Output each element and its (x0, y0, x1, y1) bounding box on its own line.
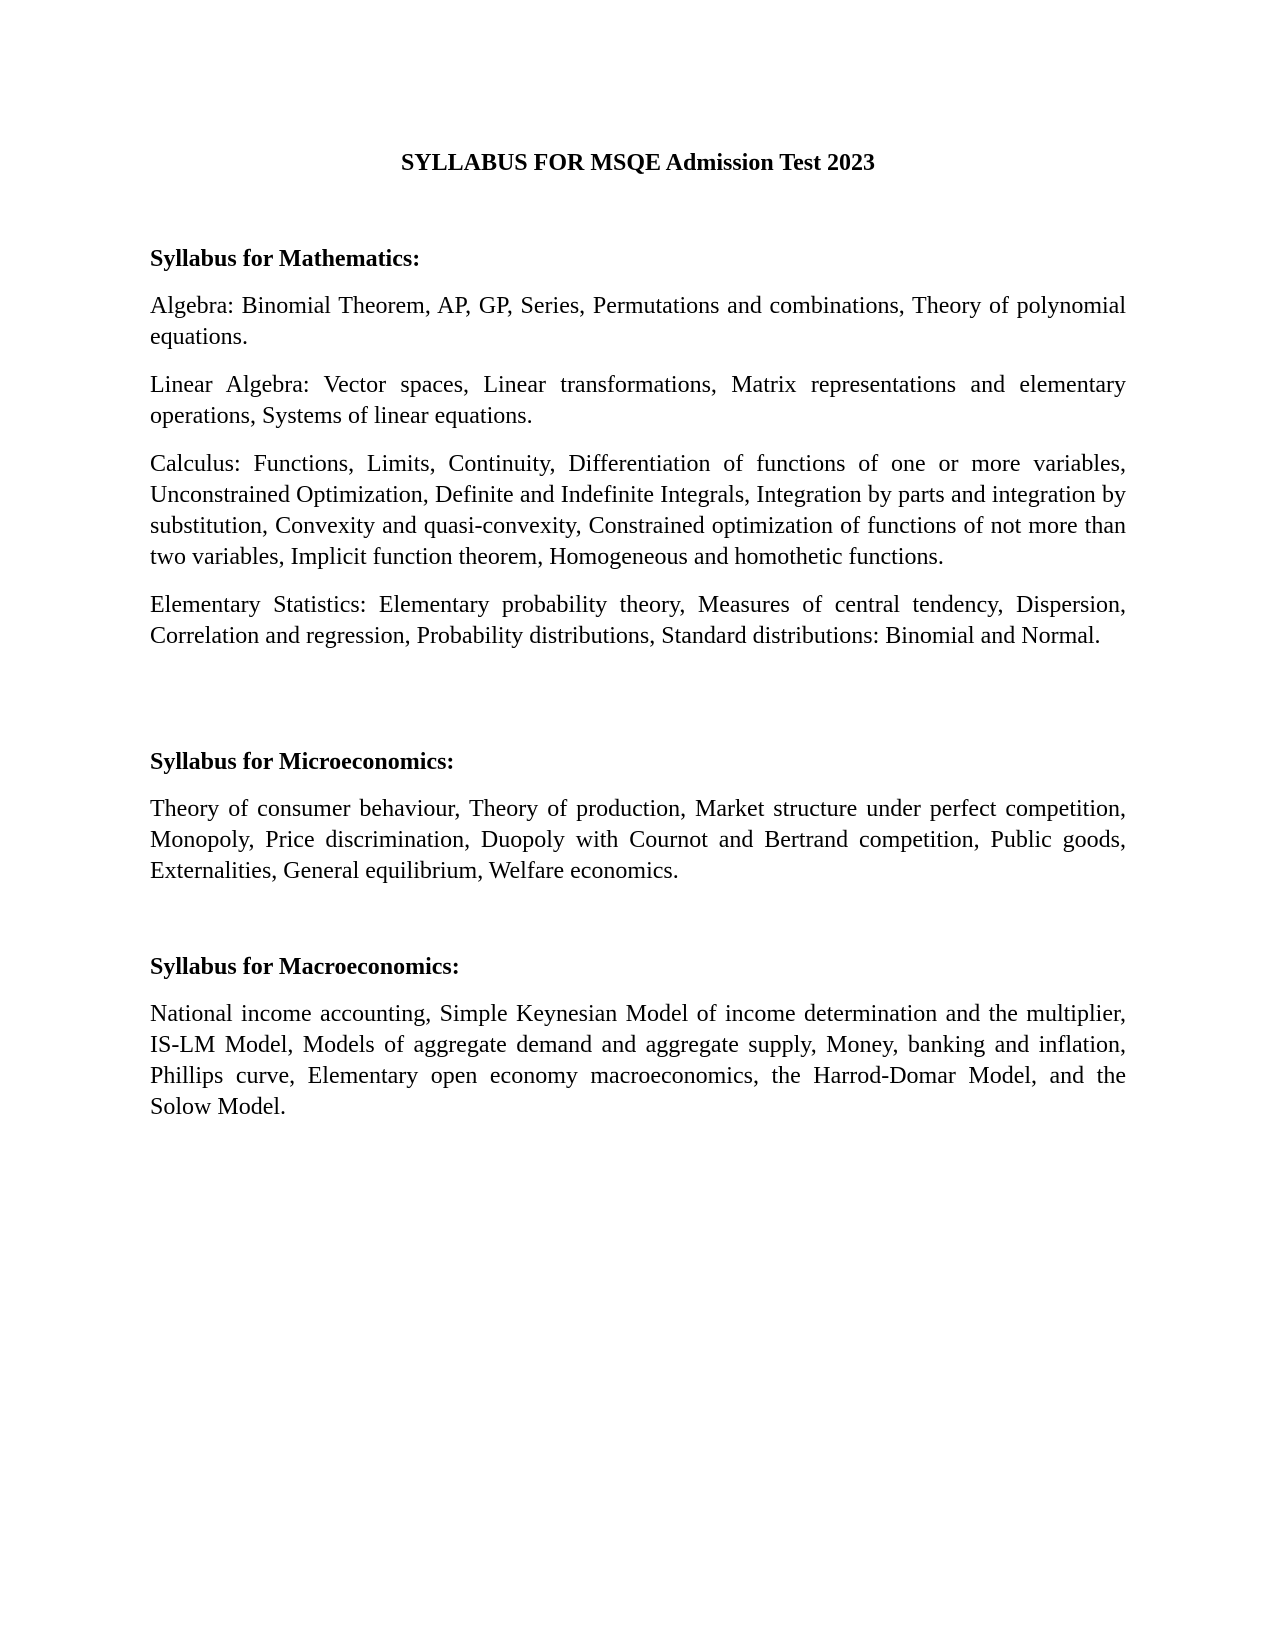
section-mathematics (150, 244, 1126, 669)
paragraph-macroeconomics-topics: National income accounting, Simple Keynesian Model of income determination and the multiplier, IS-LM Model, Models of aggregate demand and aggregate supply, Money, banking and inflation, Phillips curve, Elementary open economy macroeconomics, the Harrod-Domar Model, and the Solow Model. (150, 1001, 1126, 1120)
section-macroeconomics (150, 952, 1126, 1140)
section-heading-mathematics: Syllabus for Mathematics: (150, 246, 421, 272)
paragraph-elementary-statistics: Elementary Statistics: Elementary probability theory, Measures of central tendency, Dispersion, Correlation and regression, Probability distributions, Standard distributions: Binomial and Normal. (150, 592, 1126, 649)
paragraph-linear-algebra: Linear Algebra: Vector spaces, Linear transformations, Matrix representations and elementary operations, Systems of linear equations. (150, 372, 1126, 429)
paragraph-microeconomics-topics: Theory of consumer behaviour, Theory of production, Market structure under perfect competition, Monopoly, Price discrimination, Duopoly with Cournot and Bertrand competition, Public goods, Externalities, General equilibrium, Welfare economics. (150, 796, 1126, 884)
section-microeconomics (150, 747, 1126, 904)
section-heading-microeconomics: Syllabus for Microeconomics: (150, 749, 455, 775)
paragraph-calculus: Calculus: Functions, Limits, Continuity, Differentiation of functions of one or more variables, Unconstrained Optimization, Definite and Indefinite Integrals, Integration by parts and integration by substitution, Convexity and quasi-convexity, Constrained optimization of functions of not more than two variables, Implicit function theorem, Homogeneous and homothetic functions. (150, 451, 1126, 570)
document-title: SYLLABUS FOR MSQE Admission Test 2023 (400, 150, 876, 176)
section-heading-macroeconomics: Syllabus for Macroeconomics: (150, 954, 460, 980)
paragraph-algebra: Algebra: Binomial Theorem, AP, GP, Series, Permutations and combinations, Theory of polynomial equations. (150, 293, 1126, 350)
